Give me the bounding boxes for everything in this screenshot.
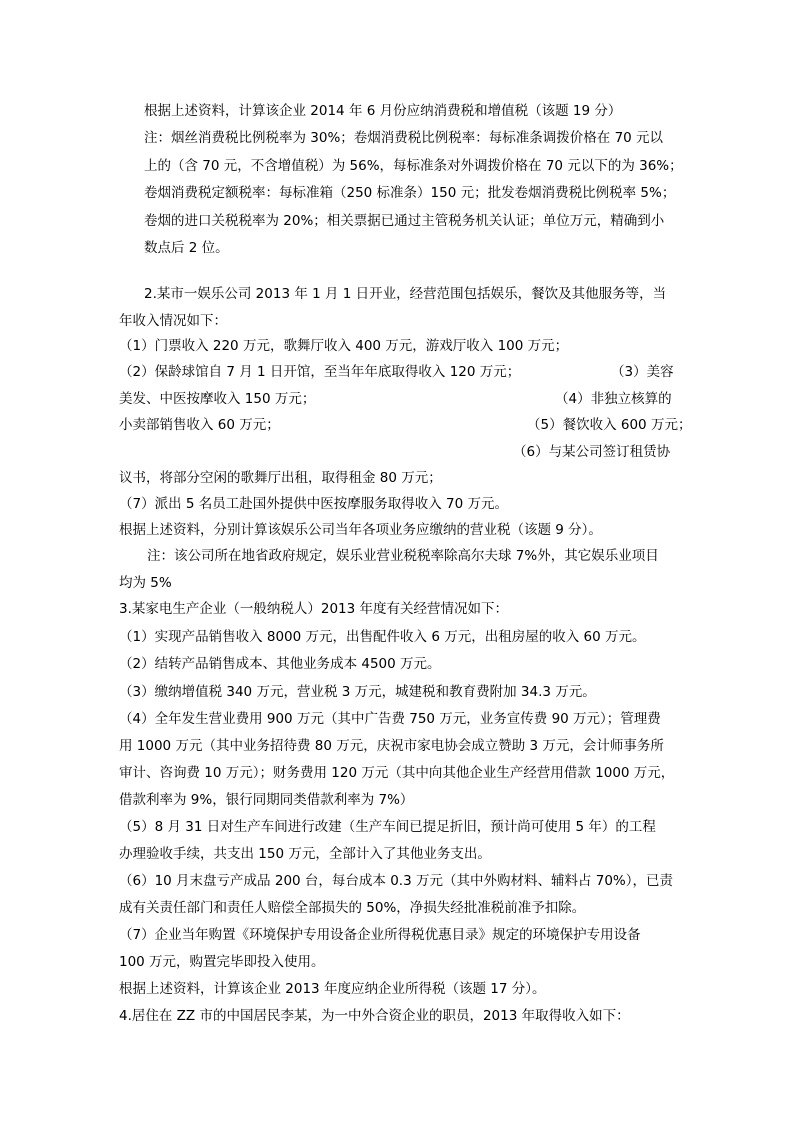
section1-note-line: 数点后 2 位。 [144, 240, 229, 256]
section2-intro: 年收入情况如下： [119, 313, 227, 329]
section2-item: （4）非独立核算的 [555, 391, 672, 407]
section2-intro: 2.某市一娱乐公司 2013 年 1 月 1 日开业，经营范围包括娱乐，餐饮及其他服务等，当 [144, 286, 667, 302]
section3-line: （2）结转产品销售成本、其他业务成本 4500 万元。 [119, 656, 441, 672]
section3-line: 100 万元，购置完毕即投入使用。 [119, 954, 325, 970]
section3-line: （5）8 月 31 日对生产车间进行改建（生产车间已提足折旧，预计尚可使用 5 年）的工程 [119, 819, 656, 835]
section2-note: 均为 5% [119, 575, 172, 591]
section1-note-line: 卷烟消费税定额税率：每标准箱（250 标准条）150 元；批发卷烟消费税比例税率 5%； [144, 185, 676, 201]
section2-item: （2）保龄球馆自 7 月 1 日开馆，至当年年底取得收入 120 万元； [119, 364, 521, 380]
section3-line: 3.某家电生产企业（一般纳税人）2013 年度有关经营情况如下： [119, 601, 509, 617]
section3-line: 用 1000 万元（其中业务招待费 80 万元，庆祝市家电协会成立赞助 3 万元，会计师事务所 [119, 738, 664, 754]
section3-line: （1）实现产品销售收入 8000 万元，出售配件收入 6 万元，出租房屋的收入 60 万元。 [119, 629, 646, 645]
section2-item: （1）门票收入 220 万元，歌舞厅收入 400 万元，游戏厅收入 100 万元； [119, 338, 569, 354]
section3-line: 成有关责任部门和责任人赔偿全部损失的 50%，净损失经批准税前准予扣除。 [119, 900, 586, 916]
section2-item: 小卖部销售收入 60 万元； [119, 417, 280, 433]
section3-line: 审计、咨询费 10 万元）；财务费用 120 万元（其中向其他企业生产经营用借款 1000 万元， [119, 765, 675, 781]
section3-line: （4）全年发生营业费用 900 万元（其中广告费 750 万元，业务宣传费 90 万元）；管理费 [119, 711, 661, 727]
section1-note-line: 注：烟丝消费税比例税率为 30%；卷烟消费税比例税率：每标准条调拨价格在 70 元以 [144, 130, 664, 146]
section3-line: （7）企业当年购置《环境保护专用设备企业所得税优惠目录》规定的环境保护专用设备 [119, 927, 641, 943]
section2-item: （7）派出 5 名员工赴国外提供中医按摩服务取得收入 70 万元。 [119, 496, 509, 512]
section3-line: （3）缴纳增值税 340 万元，营业税 3 万元，城建税和教育费附加 34.3 万元。 [119, 684, 596, 700]
section1-note-line: 上的（含 70 元，不含增值税）为 56%，每标准条对外调拨价格在 70 元以下的为 36%； [144, 158, 683, 174]
section1-note-line: 卷烟的进口关税税率为 20%；相关票据已通过主管税务机关认证；单位万元，精确到小 [144, 213, 665, 229]
section2-item: 美发、中医按摩收入 150 万元； [119, 391, 316, 407]
section1-question: 根据上述资料，计算该企业 2014 年 6 月份应纳消费税和增值税（该题 19 分） [144, 103, 622, 119]
section4-intro: 4.居住在 ZZ 市的中国居民李某，为一中外合资企业的职员，2013 年取得收入如下： [119, 1008, 630, 1024]
section2-item: （5）餐饮收入 600 万元； [527, 417, 692, 433]
section3-line: 办理验收手续，共支出 150 万元，全部计入了其他业务支出。 [119, 846, 491, 862]
section2-question: 根据上述资料，分别计算该娱乐公司当年各项业务应缴纳的营业税（该题 9 分）。 [119, 522, 602, 538]
section2-note: 注：该公司所在地省政府规定，娱乐业营业税税率除高尔夫球 7%外，其它娱乐业项目 [147, 548, 659, 564]
section2-item: （3）美容 [611, 364, 674, 380]
section2-item: （6）与某公司签订租赁协 [513, 444, 671, 460]
section3-line: （6）10 月末盘亏产成品 200 台，每台成本 0.3 万元（其中外购材料、辅料占 70%），已责 [119, 873, 674, 889]
section3-line: 借款利率为 9%，银行同期同类借款利率为 7%） [119, 792, 414, 808]
section2-item: 议书，将部分空闲的歌舞厅出租，取得租金 80 万元； [119, 470, 442, 486]
section3-question: 根据上述资料，计算该企业 2013 年度应纳企业所得税（该题 17 分）。 [119, 981, 546, 997]
